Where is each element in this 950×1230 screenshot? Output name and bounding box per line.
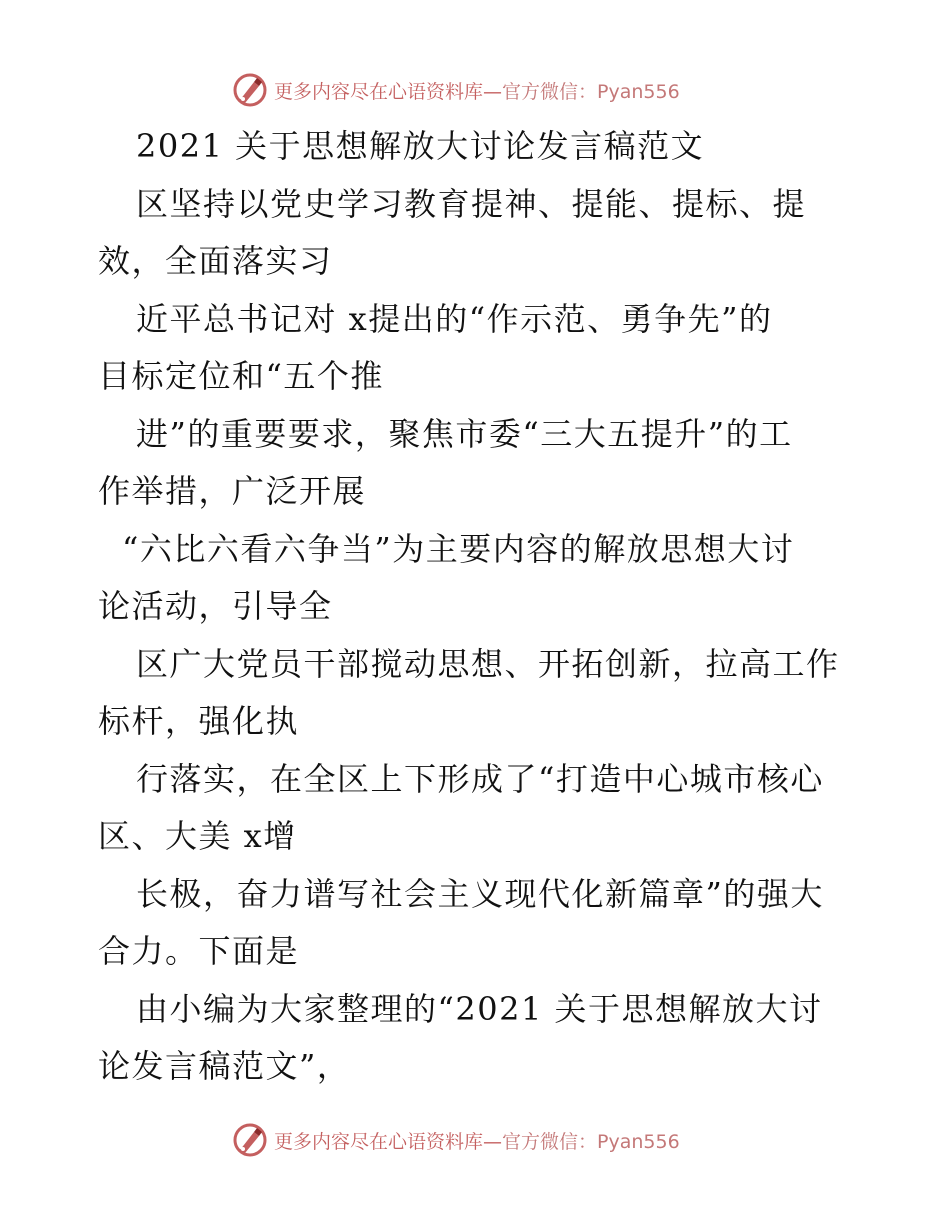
banner-main-text: 更多内容尽在心语资料库 (274, 1130, 484, 1153)
paragraph-line: 作举措，广泛开展 (98, 472, 367, 510)
banner-text (274, 1127, 680, 1154)
paragraph-line: 区、大美 x增 (98, 817, 297, 855)
header-banner (232, 70, 680, 110)
document-title: 2021 关于思想解放大讨论发言稿范文 (136, 127, 705, 165)
paragraph-line: 标杆，强化执 (98, 702, 300, 740)
paragraph-line: 目标定位和“五个推 (98, 357, 384, 395)
document-body (98, 118, 858, 1096)
paragraph-line: 论活动，引导全 (98, 587, 333, 625)
paragraph-line: 长极，奋力谱写社会主义现代化新篇章”的强大 (136, 874, 824, 913)
paragraph-line: “六比六看六争当”为主要内容的解放思想大讨 (122, 529, 795, 568)
banner-text (274, 77, 680, 104)
banner-dash: — (483, 80, 503, 103)
paragraph-line: 合力。下面是 (98, 932, 300, 970)
pen-logo-icon (232, 72, 268, 108)
paragraph-line: 行落实，在全区上下形成了“打造中心城市核心 (136, 759, 824, 798)
paragraph-line: 由小编为大家整理的“2021 关于思想解放大讨 (136, 989, 823, 1028)
paragraph-line: 效，全面落实习 (98, 242, 333, 280)
banner-main-text: 更多内容尽在心语资料库 (274, 80, 484, 103)
banner-dash: — (483, 1130, 503, 1153)
paragraph-line: 近平总书记对 x提出的“作示范、勇争先”的 (136, 299, 773, 338)
banner-wechat-text: 官方微信：Pyan556 (502, 1130, 680, 1153)
paragraph-line: 区广大党员干部搅动思想、开拓创新，拉高工作 (136, 644, 840, 683)
paragraph-line: 区坚持以党史学习教育提神、提能、提标、提 (136, 184, 807, 223)
footer-banner (232, 1120, 680, 1160)
pen-logo-icon (232, 1122, 268, 1158)
banner-wechat-text: 官方微信：Pyan556 (502, 80, 680, 103)
paragraph-line: 进”的重要要求，聚焦市委“三大五提升”的工 (136, 414, 793, 453)
paragraph-line: 论发言稿范文”， (98, 1047, 351, 1085)
